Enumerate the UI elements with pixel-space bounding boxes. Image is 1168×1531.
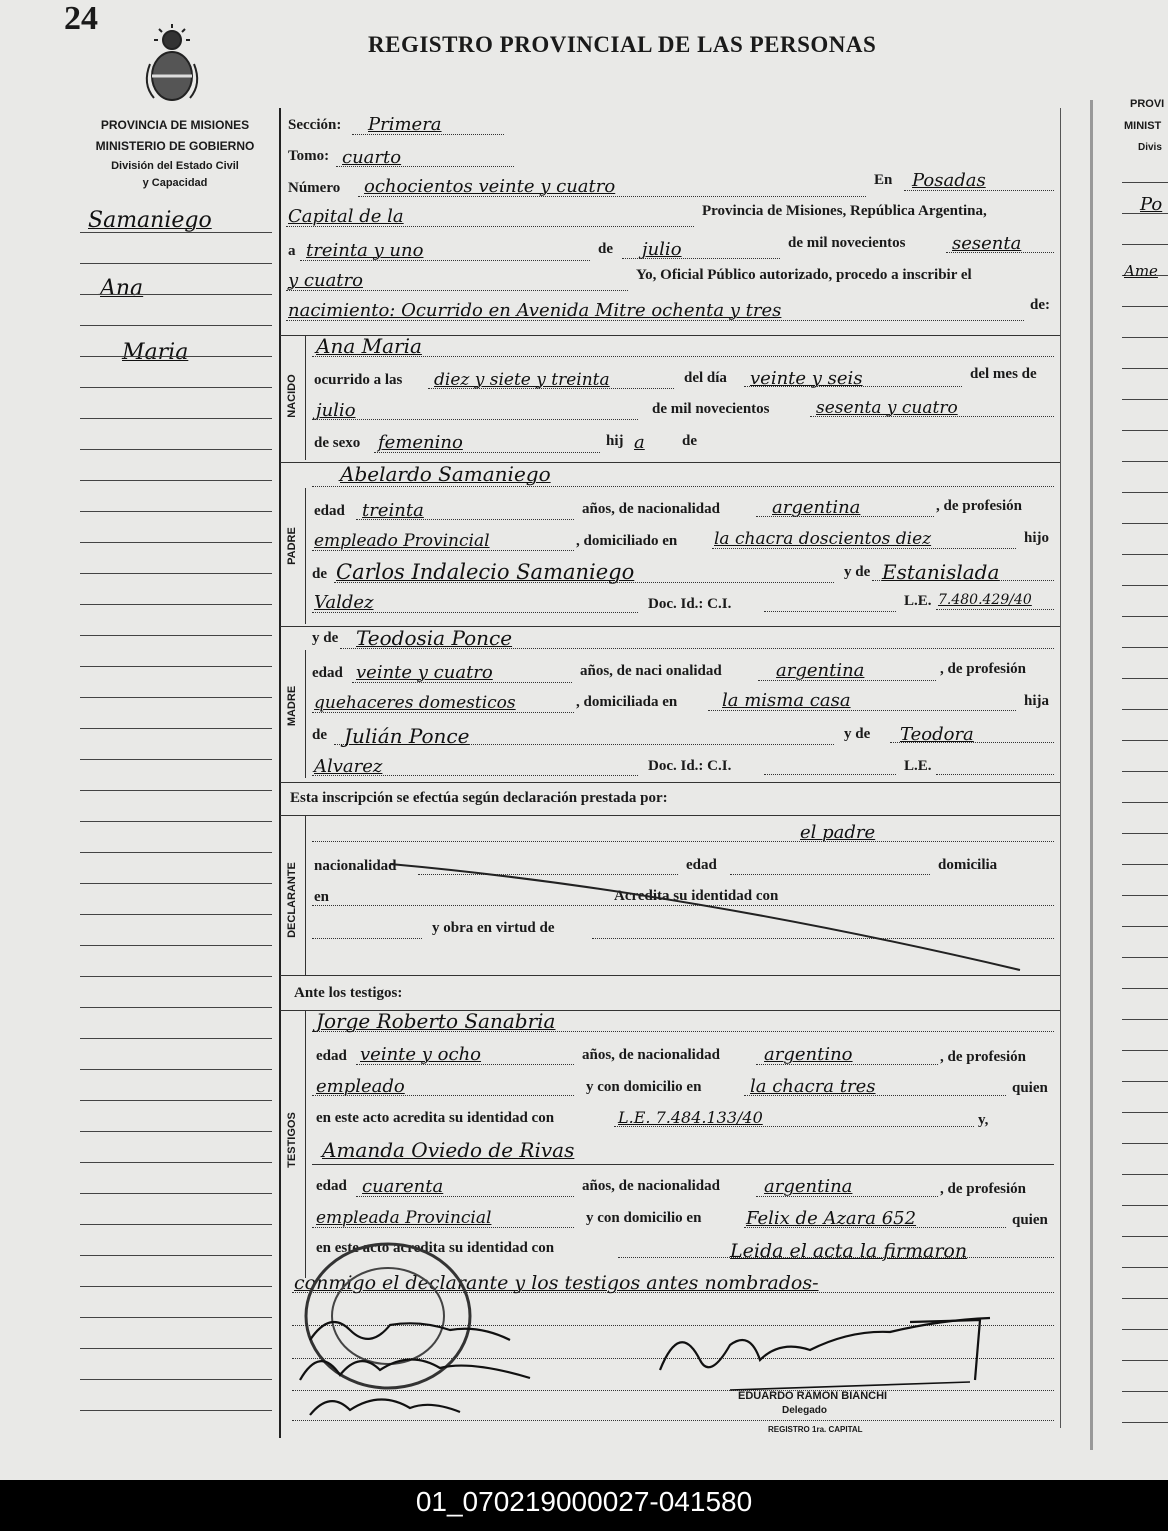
padre-nombre: Abelardo Samaniego xyxy=(340,462,551,486)
main-right-border xyxy=(1060,108,1061,1428)
authority-line-3: División del Estado Civil xyxy=(111,160,239,172)
adjacent-page-text-5: Ame xyxy=(1124,262,1158,280)
fecha-anio-cont: y cuatro xyxy=(288,270,363,291)
oficial-nombre: EDUARDO RAMON BIANCHI xyxy=(738,1390,888,1402)
adjacent-page-rule xyxy=(1122,616,1168,617)
nacido-mil-label: de mil novecientos xyxy=(652,401,770,417)
adjacent-page-rule xyxy=(1122,399,1168,400)
adjacent-page-text-1: PROVI xyxy=(1130,98,1165,110)
gutter-rule xyxy=(80,1379,272,1380)
file-id: 01_070219000027-041580 xyxy=(415,1486,753,1517)
gutter-rule xyxy=(80,1224,272,1225)
del-dia-label: del día xyxy=(684,370,727,386)
madre-dom-label: , domiciliada en xyxy=(576,694,678,710)
acta-text: Leida el acta la firmaron xyxy=(730,1240,968,1262)
adjacent-page-rule xyxy=(1122,926,1168,927)
adjacent-page-rule xyxy=(1122,864,1168,865)
testigo1-nac-label: años, de nacionalidad xyxy=(582,1047,720,1063)
testigo2-nac: argentina xyxy=(764,1176,853,1197)
madre-profesion: quehaceres domesticos xyxy=(314,693,516,713)
page-title: REGISTRO PROVINCIAL DE LAS PERSONAS xyxy=(368,32,877,57)
adjacent-page-rule xyxy=(1122,1391,1168,1392)
adjacent-page-rule xyxy=(1122,957,1168,958)
main-left-border xyxy=(279,108,281,1438)
oficial-cargo: Delegado xyxy=(782,1405,828,1416)
section-testigos: TESTIGOS xyxy=(286,1112,298,1168)
margin-name-2: Maria xyxy=(122,340,189,365)
adjacent-page-rule xyxy=(1122,1205,1168,1206)
authority-line-2: MINISTERIO DE GOBIERNO xyxy=(95,139,255,153)
hij-value: a xyxy=(634,432,645,453)
testigo2-edad: cuarenta xyxy=(362,1176,444,1197)
declarante-nac-label: nacionalidad xyxy=(314,858,397,874)
madre-domicilio: la misma casa xyxy=(722,690,851,711)
gutter-rule xyxy=(80,511,272,512)
adjacent-page-rule xyxy=(1122,709,1168,710)
gutter-rule xyxy=(80,697,272,698)
testigo1-dom-label: y con domicilio en xyxy=(586,1079,702,1095)
padre-profesion: empleado Provincial xyxy=(314,531,490,551)
declarante-quien: el padre xyxy=(800,822,876,843)
gutter-rule xyxy=(80,1348,272,1349)
signatures xyxy=(290,1290,1010,1440)
coat-of-arms-emblem xyxy=(140,24,204,106)
declarante-obra-label: y obra en virtud de xyxy=(432,920,555,936)
adjacent-page-rule xyxy=(1122,771,1168,772)
adjacent-page-rule xyxy=(1122,1112,1168,1113)
testigo2-dom-label: y con domicilio en xyxy=(586,1210,702,1226)
gutter-rule xyxy=(80,728,272,729)
gutter-rule xyxy=(80,666,272,667)
a-label: a xyxy=(288,243,296,259)
testigo1-prof-label: , de profesión xyxy=(940,1049,1026,1065)
oficial-registro: REGISTRO 1ra. CAPITAL xyxy=(768,1425,863,1434)
authority-line-4: y Capacidad xyxy=(142,177,208,189)
testigo2-acredita-label: en este acto acredita su identidad con xyxy=(316,1240,555,1256)
nacido-dia: veinte y seis xyxy=(750,368,863,389)
capital-value: Capital de la xyxy=(288,206,404,227)
madre-doc-label: Doc. Id.: C.I. xyxy=(648,758,732,774)
madre-le-label: L.E. xyxy=(904,758,932,774)
gutter-rule xyxy=(80,1410,272,1411)
gutter-rule xyxy=(80,387,272,388)
padre-edad: treinta xyxy=(362,500,424,521)
adjacent-page-rule xyxy=(1122,1081,1168,1082)
testigo1-nombre: Jorge Roberto Sanabria xyxy=(316,1009,556,1033)
gutter-rule xyxy=(80,945,272,946)
section-padre: PADRE xyxy=(286,527,298,565)
adjacent-page-rule xyxy=(1122,1329,1168,1330)
adjacent-page-rule xyxy=(1122,523,1168,524)
testigo2-quien-label: quien xyxy=(1012,1212,1048,1228)
padre-dom-label: , domiciliado en xyxy=(576,533,678,549)
adjacent-page-rule xyxy=(1122,1236,1168,1237)
madre-y-de-label: y de xyxy=(312,630,339,646)
padre-y-de-label: y de xyxy=(844,564,871,580)
abuela-materna-cont: Alvarez xyxy=(314,756,383,777)
gutter-rule xyxy=(80,883,272,884)
declarante-cancel-stroke xyxy=(380,850,1040,980)
nacido-hora: diez y siete y treinta xyxy=(434,370,610,390)
del-mes-label: del mes de xyxy=(970,366,1037,382)
gutter-rule xyxy=(80,759,272,760)
adjacent-page-rule xyxy=(1122,1019,1168,1020)
declarante-en-label: en xyxy=(314,889,329,905)
fecha-anio: sesenta xyxy=(952,233,1022,254)
abuela-materna: Teodora xyxy=(900,724,974,745)
section-madre: MADRE xyxy=(286,685,298,727)
adjacent-page-rule xyxy=(1122,988,1168,989)
testigo1-doc: L.E. 7.484.133/40 xyxy=(618,1108,763,1127)
madre-nombre: Teodosia Ponce xyxy=(356,626,513,650)
adjacent-page-rule xyxy=(1122,554,1168,555)
adjacent-page-rule xyxy=(1122,1422,1168,1423)
declarante-intro: Esta inscripción se efectúa según declaración prestada por: xyxy=(290,790,668,806)
testigo2-nac-label: años, de nacionalidad xyxy=(582,1178,720,1194)
testigo2-profesion: empleada Provincial xyxy=(316,1208,492,1228)
oficial-text: Yo, Oficial Público autorizado, procedo a inscribir el xyxy=(636,267,972,283)
tomo-value: cuarto xyxy=(342,147,402,168)
padre-nac-label: años, de nacionalidad xyxy=(582,501,720,517)
gutter-rule xyxy=(80,604,272,605)
adjacent-page-rule xyxy=(1122,368,1168,369)
de-colon-label: de: xyxy=(1030,297,1050,313)
gutter-rule xyxy=(80,1038,272,1039)
abuela-paterna: Estanislada xyxy=(882,560,1000,584)
numero-label: Número xyxy=(288,180,341,196)
adjacent-page-rule xyxy=(1122,306,1168,307)
testigo1-profesion: empleado xyxy=(316,1076,405,1097)
gutter-rule xyxy=(80,635,272,636)
acto-value: nacimiento: Ocurrido en Avenida Mitre ochenta y tres xyxy=(288,300,782,321)
page-number: 24 xyxy=(64,0,98,37)
mil-novecientos-label: de mil novecientos xyxy=(788,235,906,251)
adjacent-page-rule xyxy=(1122,1360,1168,1361)
adjacent-page-rule xyxy=(1122,430,1168,431)
gutter-rule xyxy=(80,325,272,326)
adjacent-page-rule xyxy=(1122,1143,1168,1144)
nacido-nombre: Ana Maria xyxy=(316,334,422,358)
numero-value: ochocientos veinte y cuatro xyxy=(364,176,616,197)
gutter-rule xyxy=(80,790,272,791)
nacido-mes: julio xyxy=(316,400,356,421)
testigo1-domicilio: la chacra tres xyxy=(750,1076,876,1097)
madre-edad-label: edad xyxy=(312,665,343,681)
padre-le: 7.480.429/40 xyxy=(938,592,1032,608)
fecha-dia: treinta y uno xyxy=(306,240,424,261)
gutter-rule xyxy=(80,449,272,450)
declarante-dom-label: domicilia xyxy=(938,857,998,873)
adjacent-page-rule xyxy=(1122,1174,1168,1175)
adjacent-page-rule xyxy=(1122,647,1168,648)
padre-le-label: L.E. xyxy=(904,593,932,609)
gutter-rule xyxy=(80,914,272,915)
authority-line-1: PROVINCIA DE MISIONES xyxy=(100,118,250,132)
adjacent-page-rule xyxy=(1122,1050,1168,1051)
madre-de-label: de xyxy=(312,727,327,743)
madre-nac-label: años, de naci onalidad xyxy=(580,663,722,679)
padre-de-label: de xyxy=(312,566,327,582)
adjacent-page-rule xyxy=(1122,678,1168,679)
gutter-rule xyxy=(80,1286,272,1287)
testigo1-edad: veinte y ocho xyxy=(360,1044,482,1065)
tomo-label: Tomo: xyxy=(288,148,330,164)
file-id-bar xyxy=(0,1480,1168,1531)
en-value: Posadas xyxy=(912,170,986,191)
gutter-rule xyxy=(80,418,272,419)
provincia-text: Provincia de Misiones, República Argentina, xyxy=(702,203,987,219)
seccion-value: Primera xyxy=(368,114,442,135)
madre-y-de-2-label: y de xyxy=(844,726,871,742)
testigo2-nombre: Amanda Oviedo de Rivas xyxy=(322,1138,575,1162)
adjacent-page-rule xyxy=(1122,585,1168,586)
gutter-rule xyxy=(80,573,272,574)
adjacent-page-rule xyxy=(1122,1298,1168,1299)
testigo1-nac: argentino xyxy=(764,1044,853,1065)
adjacent-page-rule xyxy=(1122,492,1168,493)
ocurrido-label: ocurrido a las xyxy=(314,372,403,388)
abuelo-paterno: Carlos Indalecio Samaniego xyxy=(336,560,635,584)
testigo2-domicilio: Felix de Azara 652 xyxy=(746,1208,917,1229)
testigo1-acredita-label: en este acto acredita su identidad con xyxy=(316,1110,555,1126)
testigos-intro: Ante los testigos: xyxy=(294,985,403,1001)
gutter-rule xyxy=(80,480,272,481)
madre-nac: argentina xyxy=(776,660,865,681)
gutter-rule xyxy=(80,1007,272,1008)
gutter-rule xyxy=(80,1100,272,1101)
adjacent-page-rule xyxy=(1122,802,1168,803)
gutter-rule xyxy=(80,1131,272,1132)
gutter-rule xyxy=(80,1069,272,1070)
gutter-rule xyxy=(80,1255,272,1256)
gutter-rule xyxy=(80,542,272,543)
padre-edad-label: edad xyxy=(314,503,345,519)
margin-name-1: Ana xyxy=(100,276,144,301)
margin-surname: Samaniego xyxy=(88,208,212,233)
madre-edad: veinte y cuatro xyxy=(356,662,493,683)
abuela-paterna-cont: Valdez xyxy=(314,592,374,613)
section-nacido: NACIDO xyxy=(286,374,298,418)
abuelo-materno: Julián Ponce xyxy=(344,724,470,748)
padre-nac: argentina xyxy=(772,497,861,518)
nacido-sexo: femenino xyxy=(378,432,463,453)
gutter-rule xyxy=(80,852,272,853)
en-label: En xyxy=(874,172,893,188)
testigo1-quien-label: quien xyxy=(1012,1080,1048,1096)
madre-hija-label: hija xyxy=(1024,693,1050,709)
padre-prof-label: , de profesión xyxy=(936,498,1022,514)
adjacent-page-rule xyxy=(1122,461,1168,462)
cierre-text: conmigo el declarante y los testigos antes nombrados- xyxy=(294,1272,819,1294)
gutter-rule xyxy=(80,263,272,264)
padre-domicilio: la chacra doscientos diez xyxy=(714,529,932,549)
testigo1-y-label: y, xyxy=(978,1112,989,1128)
seccion-label: Sección: xyxy=(288,117,342,133)
fecha-mes: julio xyxy=(642,239,682,260)
adjacent-page-text-2: MINIST xyxy=(1124,120,1162,132)
gutter-rule xyxy=(80,294,272,295)
gutter-rule xyxy=(80,1162,272,1163)
testigo1-edad-label: edad xyxy=(316,1048,347,1064)
page-fold xyxy=(1090,100,1093,1450)
adjacent-page-rule xyxy=(1122,337,1168,338)
adjacent-page-rule xyxy=(1122,1267,1168,1268)
nacido-anio: sesenta y cuatro xyxy=(816,398,958,418)
adjacent-page-rule xyxy=(1122,740,1168,741)
gutter-rule xyxy=(80,1193,272,1194)
testigo2-prof-label: , de profesión xyxy=(940,1181,1026,1197)
adjacent-page-rule xyxy=(1122,833,1168,834)
declarante-acredita-label: Acredita su identidad con xyxy=(614,888,779,904)
declarante-edad-label: edad xyxy=(686,857,717,873)
adjacent-page-rule xyxy=(1122,895,1168,896)
section-declarante: DECLARANTE xyxy=(286,862,298,938)
de-label: de xyxy=(598,241,613,257)
gutter-rule xyxy=(80,821,272,822)
adjacent-page-text-3: Divis xyxy=(1138,142,1162,153)
gutter-rule xyxy=(80,1317,272,1318)
nacido-de-label: de xyxy=(682,433,697,449)
gutter-rule xyxy=(80,232,272,233)
gutter-rule xyxy=(80,976,272,977)
gutter-rule xyxy=(80,356,272,357)
adjacent-page-rule xyxy=(1122,182,1168,183)
testigo2-edad-label: edad xyxy=(316,1178,347,1194)
sexo-label: de sexo xyxy=(314,435,361,451)
padre-doc-label: Doc. Id.: C.I. xyxy=(648,596,732,612)
madre-prof-label: , de profesión xyxy=(940,661,1026,677)
adjacent-page-rule xyxy=(1122,244,1168,245)
adjacent-page-text-4: Po xyxy=(1140,194,1163,215)
hij-label: hij xyxy=(606,433,624,449)
padre-hijo-label: hijo xyxy=(1024,530,1050,546)
